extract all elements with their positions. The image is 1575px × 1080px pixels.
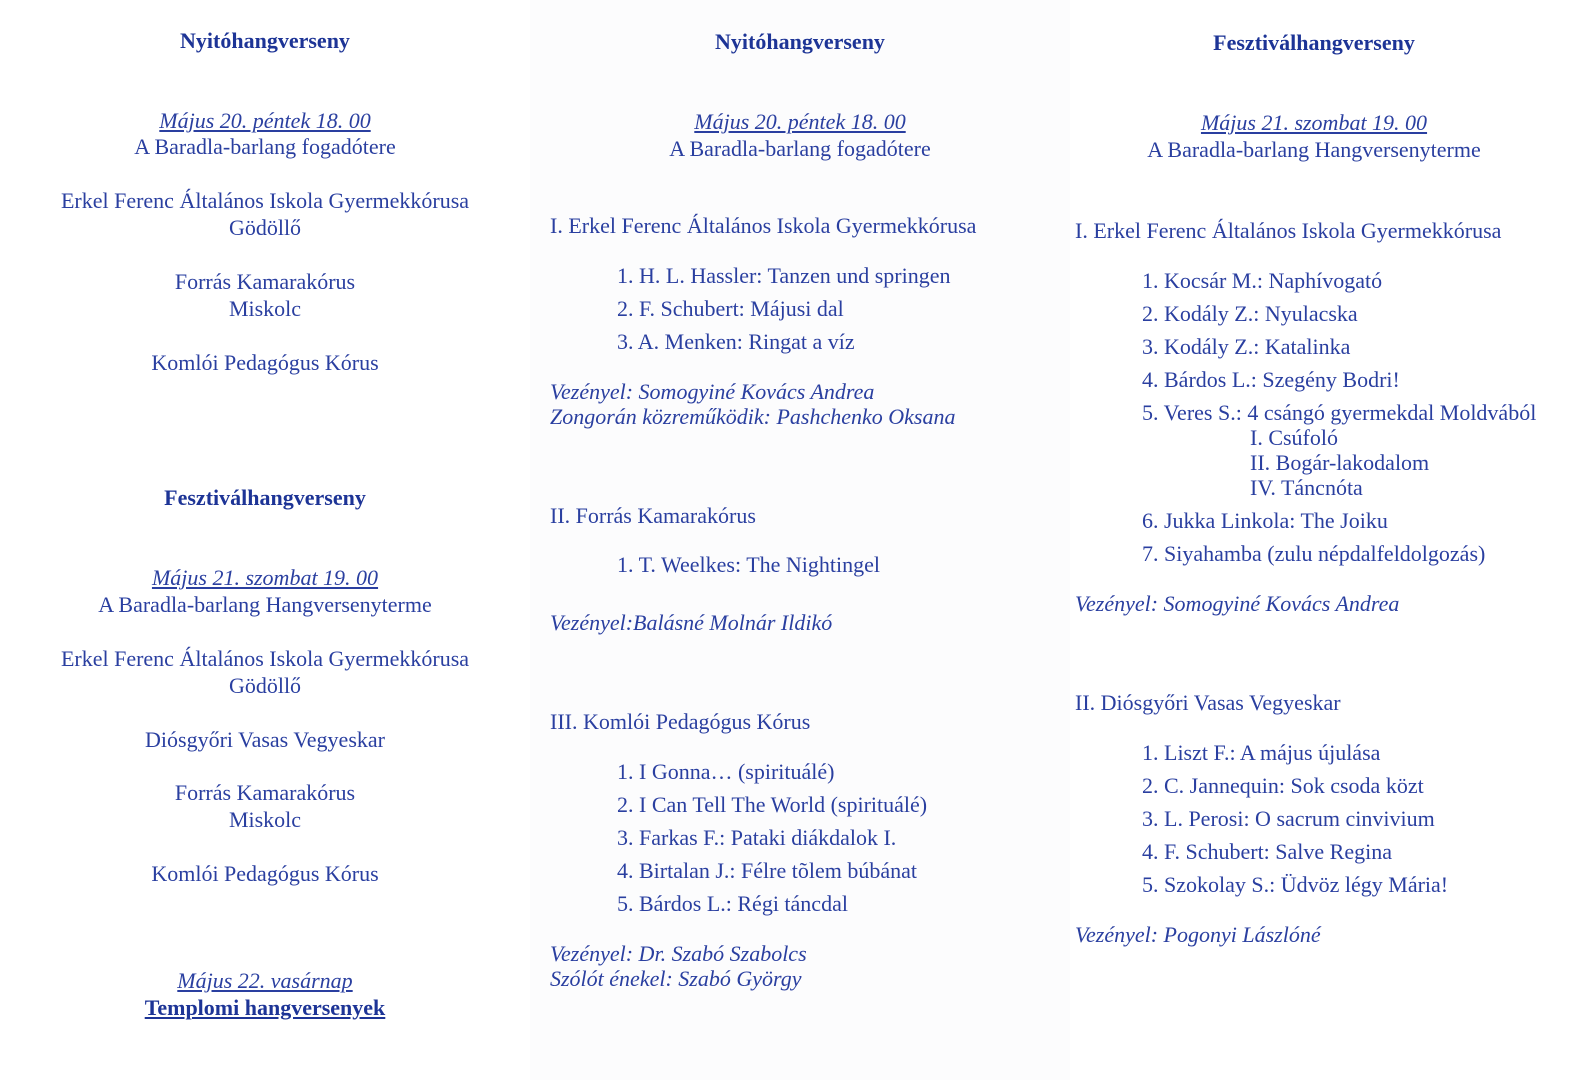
choir-city: Gödöllő <box>228 673 302 698</box>
program-title: Nyitóhangverseny <box>715 29 885 54</box>
opening-concert-title: Nyitóhangverseny <box>180 28 350 53</box>
choir-name: Komlói Pedagógus Kórus <box>151 350 379 375</box>
section-heading: III. Komlói Pedagógus Kórus <box>550 709 811 734</box>
program-item: 7. Siyahamba (zulu népdalfeldolgozás) <box>1142 541 1486 566</box>
program-item: 6. Jukka Linkola: The Joiku <box>1142 508 1388 533</box>
opening-concert-venue: A Baradla-barlang fogadótere <box>134 134 396 159</box>
festival-concert-date: Május 21. szombat 19. 00 <box>151 565 379 590</box>
conductor-credit: Vezényel: Dr. Szabó Szabolcs <box>550 941 807 966</box>
program-date: Május 21. szombat 19. 00 <box>1200 110 1428 135</box>
choir-name: Komlói Pedagógus Kórus <box>151 861 379 886</box>
program-item: 4. Bárdos L.: Szegény Bodri! <box>1142 367 1400 392</box>
choir-name: Erkel Ferenc Általános Iskola Gyermekkórusa <box>60 646 470 671</box>
program-item: 1. T. Weelkes: The Nightingel <box>617 552 881 577</box>
festival-concert-title: Fesztiválhangverseny <box>164 485 366 510</box>
program-item: 4. Birtalan J.: Félre tõlem búbánat <box>617 858 917 883</box>
choir-name: Forrás Kamarakórus <box>174 269 356 294</box>
section-heading: II. Diósgyőri Vasas Vegyeskar <box>1075 690 1341 715</box>
choir-name: Diósgyőri Vasas Vegyeskar <box>145 727 385 752</box>
program-item: 2. C. Jannequin: Sok csoda közt <box>1142 773 1424 798</box>
section-heading: II. Forrás Kamarakórus <box>550 503 756 528</box>
right-panel <box>1070 0 1575 1080</box>
program-item: 5. Veres S.: 4 csángó gyermekdal Moldvából <box>1142 400 1537 425</box>
conductor-credit: Vezényel:Balásné Molnár Ildikó <box>550 610 833 635</box>
program-item: 2. F. Schubert: Májusi dal <box>617 296 844 321</box>
program-item: 5. Bárdos L.: Régi táncdal <box>617 891 848 916</box>
program-item: 5. Szokolay S.: Üdvöz légy Mária! <box>1142 872 1449 897</box>
conductor-credit: Vezényel: Pogonyi Lászlóné <box>1075 922 1321 947</box>
program-item: 3. Farkas F.: Pataki diákdalok I. <box>617 825 897 850</box>
program-item: 4. F. Schubert: Salve Regina <box>1142 839 1392 864</box>
program-item: 2. I Can Tell The World (spirituálé) <box>617 792 928 817</box>
church-concerts-title: Templomi hangversenyek <box>144 995 386 1020</box>
program-subitem: IV. Táncnóta <box>1250 475 1363 500</box>
program-venue: A Baradla-barlang Hangversenyterme <box>1147 137 1481 162</box>
program-subitem: I. Csúfoló <box>1250 425 1338 450</box>
conductor-credit: Vezényel: Somogyiné Kovács Andrea <box>1075 591 1400 616</box>
choir-name: Erkel Ferenc Általános Iskola Gyermekkórusa <box>60 188 470 213</box>
left-panel <box>0 0 530 1080</box>
middle-panel <box>530 0 1070 1080</box>
program-item: 1. I Gonna… (spirituálé) <box>617 759 835 784</box>
sunday-date: Május 22. vasárnap <box>177 968 353 993</box>
program-subitem: II. Bogár-lakodalom <box>1250 450 1430 475</box>
program-item: 3. L. Perosi: O sacrum cinvivium <box>1142 806 1435 831</box>
program-date: Május 20. péntek 18. 00 <box>694 109 906 134</box>
choir-city: Gödöllő <box>228 215 302 240</box>
program-item: 3. A. Menken: Ringat a víz <box>617 329 855 354</box>
choir-city: Miskolc <box>228 807 302 832</box>
program-item: 1. Kocsár M.: Naphívogató <box>1142 268 1383 293</box>
choir-city: Miskolc <box>228 296 302 321</box>
choir-name: Forrás Kamarakórus <box>174 780 356 805</box>
accompanist-credit: Zongorán közreműködik: Pashchenko Oksana <box>550 404 956 429</box>
section-heading: I. Erkel Ferenc Általános Iskola Gyermekkórusa <box>1075 218 1502 243</box>
section-heading: I. Erkel Ferenc Általános Iskola Gyermekkórusa <box>550 213 977 238</box>
program-item: 1. H. L. Hassler: Tanzen und springen <box>617 263 951 288</box>
festival-concert-venue: A Baradla-barlang Hangversenyterme <box>98 592 432 617</box>
program-venue: A Baradla-barlang fogadótere <box>669 136 931 161</box>
conductor-credit: Vezényel: Somogyiné Kovács Andrea <box>550 379 875 404</box>
program-item: 3. Kodály Z.: Katalinka <box>1142 334 1351 359</box>
program-title: Fesztiválhangverseny <box>1213 30 1415 55</box>
soloist-credit: Szólót énekel: Szabó György <box>550 966 802 991</box>
program-item: 2. Kodály Z.: Nyulacska <box>1142 301 1358 326</box>
program-item: 1. Liszt F.: A május újulása <box>1142 740 1381 765</box>
opening-concert-date: Május 20. péntek 18. 00 <box>159 108 371 133</box>
